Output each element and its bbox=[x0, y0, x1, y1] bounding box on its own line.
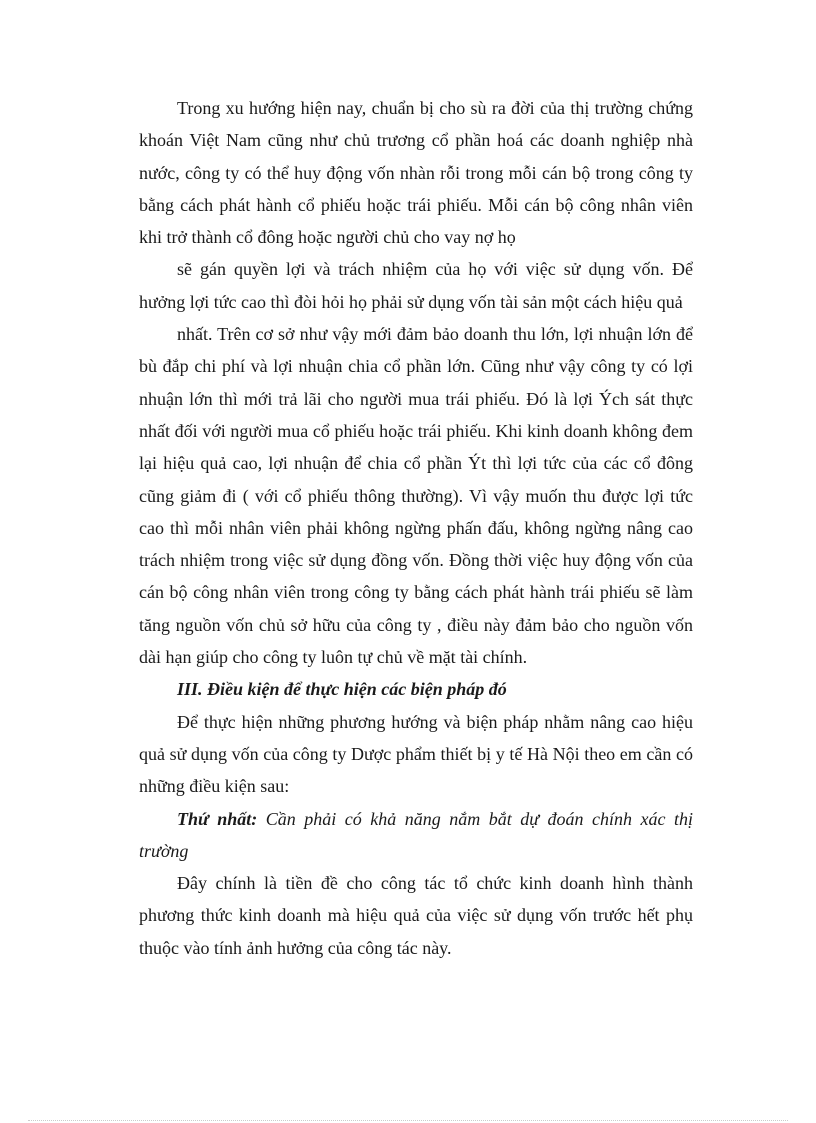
paragraph-3: nhất. Trên cơ sở như vậy mới đảm bảo doanh thu lớn, lợi nhuận lớn để bù đắp chi phí và lợi nhuận chia cổ phần lớn. Cũng như vậy công ty có lợi nhuận lớn thì mới trả lãi cho người mua trái phiếu. Đó là lợi Ých sát thực nhất đối với người mua cổ phiếu hoặc trái phiếu. Khi kinh doanh không đem lại hiệu quả cao, lợi nhuận để chia cổ phần Ýt thì lợi tức của các cổ đông cũng giảm đi ( với cổ phiếu thông thường). Vì vậy muốn thu được lợi tức cao thì mỗi nhân viên phải không ngừng phấn đấu, không ngừng nâng cao trách nhiệm trong việc sử dụng đồng vốn. Đồng thời việc huy động vốn của cán bộ công nhân viên trong công ty bằng cách phát hành trái phiếu sẽ làm tăng nguồn vốn chủ sở hữu của công ty , điều này đảm bảo cho nguồn vốn dài hạn giúp cho công ty luôn tự chủ về mặt tài chính. bbox=[139, 324, 693, 668]
paragraph-2: sẽ gán quyền lợi và trách nhiệm của họ với việc sử dụng vốn. Để hưởng lợi tức cao thì đòi hỏi họ phải sử dụng vốn tài sản một cách hiệu quả bbox=[139, 259, 693, 312]
condition-label: Thứ nhất: bbox=[177, 808, 258, 829]
condition-paragraph bbox=[139, 803, 693, 868]
page-body bbox=[139, 92, 693, 964]
page-bottom-divider bbox=[28, 1120, 788, 1121]
condition-text: Cần phải có khả năng nắm bắt dự đoán chính xác thị trường bbox=[139, 808, 693, 861]
intro-paragraph: Để thực hiện những phương hướng và biện pháp nhằm nâng cao hiệu quả sử dụng vốn của công ty Dược phẩm thiết bị y tế Hà Nội theo em cần có những điều kiện sau: bbox=[139, 711, 693, 797]
closing-paragraph: Đây chính là tiền đề cho công tác tổ chức kinh doanh hình thành phương thức kinh doanh mà hiệu quả của việc sử dụng vốn trước hết phụ thuộc vào tính ảnh hưởng của công tác này. bbox=[139, 873, 693, 958]
paragraph-1: Trong xu hướng hiện nay, chuẩn bị cho sù ra đời của thị trường chứng khoán Việt Nam cũng như chủ trương cổ phần hoá các doanh nghiệp nhà nước, công ty có thể huy động vốn nhàn rỗi trong mỗi cán bộ trong công ty bằng cách phát hành cổ phiếu hoặc trái phiếu. Mỗi cán bộ công nhân viên khi trở thành cổ đông hoặc người chủ cho vay nợ họ bbox=[139, 98, 693, 248]
section-heading: III. Điều kiện để thực hiện các biện pháp đó bbox=[177, 679, 507, 700]
